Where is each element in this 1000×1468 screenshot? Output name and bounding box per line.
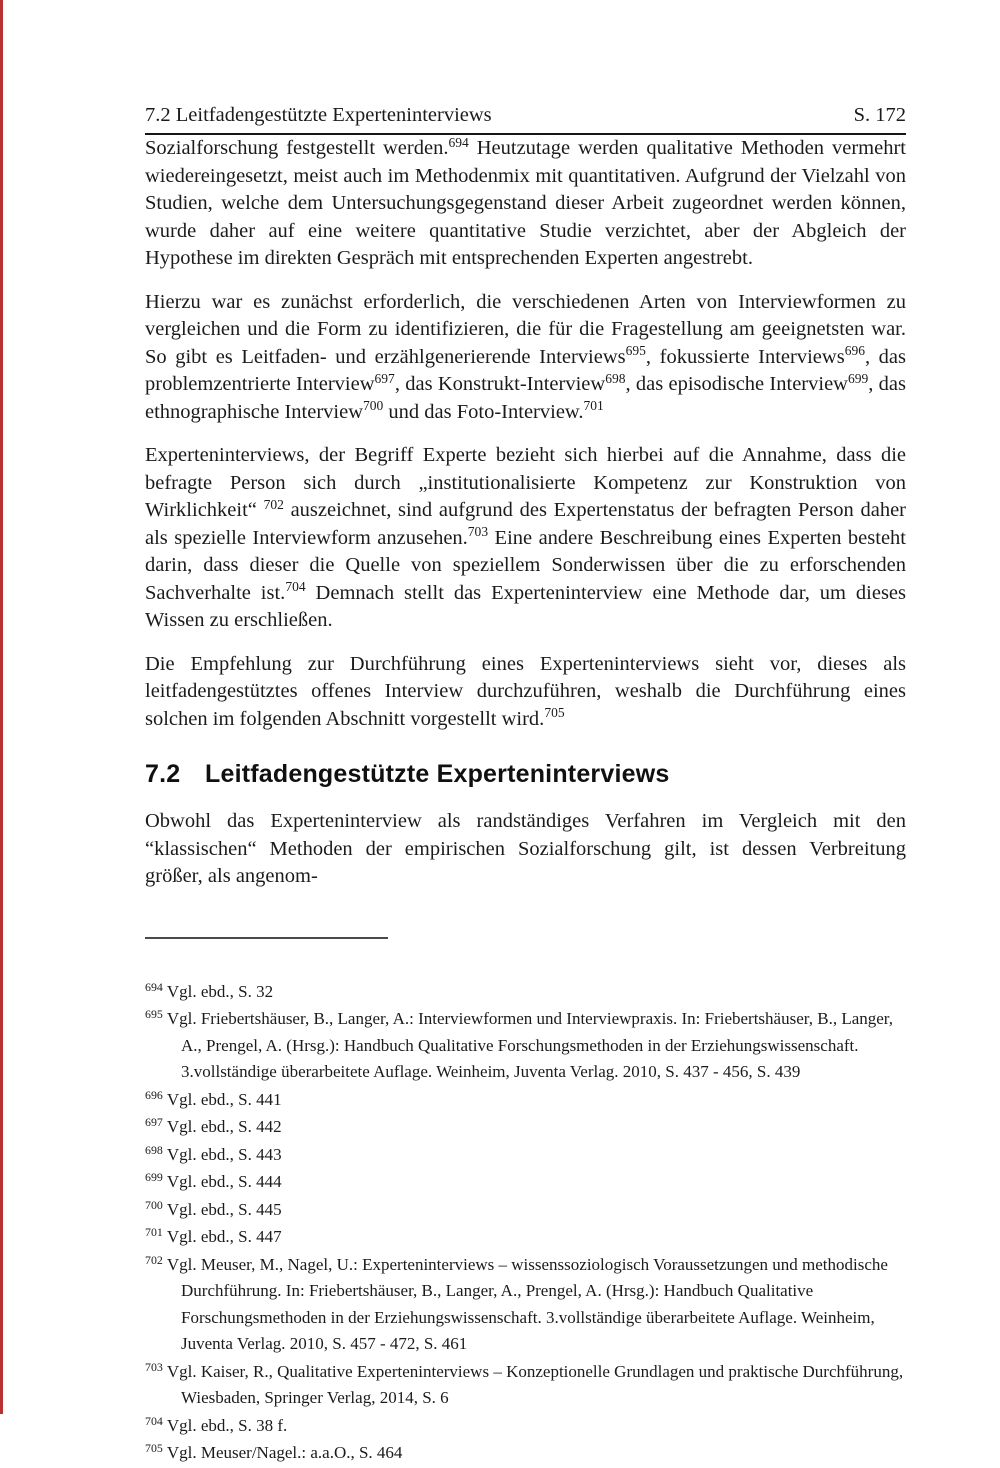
footnote-item	[145, 1087, 906, 1114]
footnote-reference: 697	[374, 370, 395, 386]
body-paragraph: Hierzu war es zunächst erforderlich, die verschiedenen Arten von Interviewformen zu vergleichen und die Form zu identifizieren, die für die Fragestellung am geeignetsten war. So gibt es Leitfaden- und erzählgenerierende Interviews$^{695}$, fokussierte Interviews$^{696}$, das problemzentrierte Interview$^{697}$, das Konstrukt-Interview$^{698}$, das episodische Interview$^{699}$, das ethnographische Interview$^{700}$ und das Foto-Interview.$^{701}$	[145, 290, 906, 423]
body-text-bottom	[145, 808, 906, 891]
page-edge-accent-line	[0, 0, 3, 1414]
footnote-item	[145, 1359, 906, 1412]
footnote-item	[145, 979, 906, 1006]
footnote-text: Vgl. Kaiser, R., Qualitative Experteninterviews – Konzeptionelle Grundlagen und praktische Durchführung, Wiesbaden, Springer Verlag, 2014, S. 6	[166, 1361, 904, 1407]
footnote-number: 696	[145, 1087, 163, 1102]
footnote-text: Vgl. Meuser/Nagel.: a.a.O., S. 464	[166, 1443, 403, 1462]
footnote-item	[145, 1142, 906, 1169]
page-content	[145, 0, 906, 1468]
footnote-item	[145, 1413, 906, 1440]
body-paragraph: Experteninterviews, der Begriff Experte bezieht sich hierbei auf die Annahme, dass die befragte Person sich durch „institutionalisierte Kompetenz zur Konstruktion von Wirklichkeit“ $^{702}$ auszeichnet, sind aufgrund des Expertenstatus der befragten Person daher als spezielle Interviewform anzusehen.$^{703}$ Eine andere Beschreibung eines Experten besteht darin, dass dieser die Quelle von speziellem Sonderwissen über die zu erforschenden Sachverhalte ist.$^{704}$ Demnach stellt das Experteninterview eine Methode dar, um dieses Wissen zu erschließen.	[145, 444, 907, 631]
footnote-text: Vgl. ebd., S. 447	[166, 1227, 282, 1246]
footnote-reference: 696	[844, 343, 865, 359]
footnote-item	[145, 1197, 906, 1224]
footnote-reference: 705	[544, 705, 565, 721]
footnote-text: Vgl. ebd., S. 32	[166, 981, 274, 1001]
body-paragraph: Obwohl das Experteninterview als randständiges Verfahren im Vergleich mit den “klassischen“ Methoden der empirischen Sozialforschung gilt, ist dessen Verbreitung größer, als angenom-	[145, 810, 906, 887]
footnote-reference: 703	[467, 524, 489, 540]
footnote-number: 695	[145, 1007, 163, 1022]
footnote-item	[145, 1224, 906, 1251]
footnote-reference: 702	[263, 496, 284, 512]
footnote-number: 698	[145, 1142, 163, 1157]
footnote-text: Vgl. Friebertshäuser, B., Langer, A.: Interviewformen und Interviewpraxis. In: Friebertshäuser, B., Langer, A., Prengel, A. (Hrsg.): Handbuch Qualitative Forschungsmethoden in der Erziehungswissenschaft. 3.vollständige überarbeitete Auflage. Weinheim, Juventa Verlag. 2010, S. 437 - 456, S. 439	[166, 1009, 894, 1081]
footnote-item	[145, 1169, 906, 1196]
footnote-reference: 701	[583, 398, 604, 414]
footnote-item	[145, 1006, 906, 1086]
footnote-reference: 695	[625, 343, 646, 359]
running-header-page-number: S. 172	[853, 104, 906, 126]
footnote-list	[145, 979, 906, 1467]
running-header-title: 7.2 Leitfadengestützte Experteninterviews	[145, 104, 492, 126]
footnote-reference: 694	[448, 134, 469, 150]
running-header	[145, 104, 906, 135]
footnote-number: 704	[145, 1413, 163, 1428]
footnote-number: 700	[145, 1197, 163, 1212]
footnote-text: Vgl. ebd., S. 444	[166, 1172, 282, 1191]
footnote-text: Vgl. ebd., S. 441	[166, 1089, 282, 1109]
body-paragraph: Die Empfehlung zur Durchführung eines Experteninterviews sieht vor, dieses als leitfadengestütztes offenes Interview durchzuführen, weshalb die Durchführung eines solchen im folgenden Abschnitt vorgestellt wird.$^{705}$	[145, 652, 906, 730]
footnote-text: Vgl. ebd., S. 445	[166, 1199, 282, 1219]
footnote-text: Vgl. Meuser, M., Nagel, U.: Experteninterviews – wissenssoziologisch Voraussetzungen und methodische Durchführung. In: Friebertshäuser, B., Langer, A., Prengel, A. (Hrsg.): Handbuch Qualitative Forschungsmethoden in der Erziehungswissenschaft. 3.vollständige überarbeitete Auflage. Weinheim, Juventa Verlag. 2010, S. 457 - 472, S. 461	[166, 1254, 888, 1353]
footnote-number: 697	[145, 1115, 163, 1130]
footnote-item	[145, 1440, 906, 1467]
body-text-top	[145, 135, 906, 733]
section-heading	[145, 760, 906, 789]
footnote-reference: 698	[605, 370, 626, 386]
footnote-reference: 700	[363, 398, 384, 414]
footnote-reference: 699	[847, 370, 869, 386]
section-heading-title: Leitfadengestützte Experteninterviews	[205, 760, 670, 788]
footnote-reference: 704	[285, 579, 306, 595]
footnote-number: 702	[145, 1252, 163, 1267]
footnote-text: Vgl. ebd., S. 38 f.	[166, 1415, 288, 1435]
footnote-number: 703	[145, 1359, 163, 1374]
footnote-separator	[145, 937, 388, 939]
footnote-item	[145, 1114, 906, 1141]
footnote-text: Vgl. ebd., S. 442	[166, 1117, 282, 1136]
footnote-number: 699	[145, 1170, 163, 1185]
section-heading-number: 7.2	[145, 760, 181, 788]
footnote-item	[145, 1252, 906, 1358]
footnote-number: 701	[145, 1225, 163, 1240]
footnote-number: 694	[145, 979, 163, 994]
body-paragraph: Sozialforschung festgestellt werden.$^{694}$ Heutzutage werden qualitative Methoden vermehrt wiedereingesetzt, meist auch im Methodenmix mit quantitativen. Aufgrund der Vielzahl von Studien, welche dem Untersuchungsgegenstand dieser Arbeit zugeordnet werden können, wurde daher auf eine weitere quantitative Studie verzichtet, aber der Abgleich der Hypothese im direkten Gespräch mit entsprechenden Experten angestrebt.	[145, 134, 907, 269]
footnote-number: 705	[145, 1441, 163, 1456]
footnote-text: Vgl. ebd., S. 443	[166, 1144, 282, 1164]
